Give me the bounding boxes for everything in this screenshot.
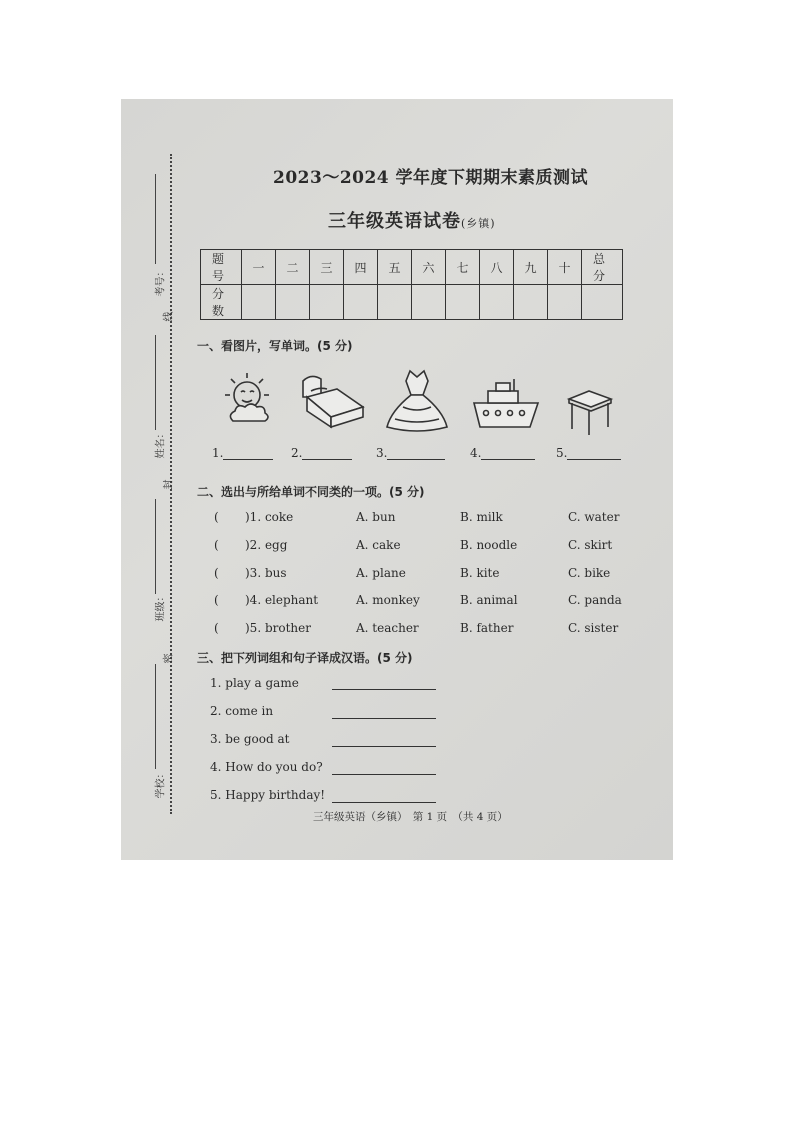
choice-option-c: C. panda <box>568 593 622 607</box>
score-input-cell[interactable] <box>378 285 412 320</box>
score-cell: 四 <box>344 250 378 285</box>
score-table <box>200 249 623 320</box>
score-row-label: 分 数 <box>201 285 242 320</box>
choice-option-c: C. bike <box>568 566 611 580</box>
subtitle-note: (乡镇) <box>461 217 496 230</box>
page-footer: 三年级英语（乡镇） 第 1 页 （共 4 页） <box>313 811 508 823</box>
score-cell: 五 <box>378 250 412 285</box>
choice-option-c: C. water <box>568 510 620 524</box>
translate-item-1: 1. play a game <box>210 676 299 690</box>
translate-item-5: 5. Happy birthday! <box>210 788 326 802</box>
answer-blank[interactable] <box>223 446 273 460</box>
score-cell: 一 <box>242 250 276 285</box>
section2-heading: 二、选出与所给单词不同类的一项。(5 分) <box>197 485 425 499</box>
table-icon <box>565 389 615 439</box>
score-input-cell[interactable] <box>242 285 276 320</box>
choice-paren[interactable]: ( <box>214 593 219 607</box>
binding-mark-secret: 密 <box>163 653 175 664</box>
score-cell: 总 分 <box>582 250 623 285</box>
section1-heading: 一、看图片，写单词。(5 分) <box>197 339 353 353</box>
score-cell: 十 <box>548 250 582 285</box>
score-cell: 二 <box>276 250 310 285</box>
score-cell: 七 <box>446 250 480 285</box>
class-underline <box>155 499 156 594</box>
score-cell: 九 <box>514 250 548 285</box>
score-cell: 六 <box>412 250 446 285</box>
scanned-exam-photo <box>121 99 673 860</box>
score-input-cell[interactable] <box>514 285 548 320</box>
choice-option-c: C. skirt <box>568 538 613 552</box>
choice-question: )1. coke <box>245 510 294 524</box>
choice-option-a: A. bun <box>356 510 396 524</box>
exam-title: 2023～2024 学年度下期期末素质测试 <box>273 168 589 188</box>
answer-number: 2. <box>291 446 303 460</box>
translate-answer-line[interactable] <box>332 733 436 747</box>
score-cell: 三 <box>310 250 344 285</box>
dress-icon <box>383 367 451 433</box>
exam-no-underline <box>155 174 156 264</box>
name-label: 姓名： <box>155 428 167 459</box>
answer-number: 4. <box>470 446 482 460</box>
score-input-cell[interactable] <box>276 285 310 320</box>
bed-icon <box>297 371 367 429</box>
choice-paren[interactable]: ( <box>214 566 219 580</box>
score-input-cell[interactable] <box>344 285 378 320</box>
name-underline <box>155 335 156 430</box>
binding-mark-line: 线 <box>163 311 175 322</box>
choice-option-a: A. cake <box>356 538 401 552</box>
choice-paren[interactable]: ( <box>214 538 219 552</box>
answer-blank[interactable] <box>481 446 535 460</box>
picture-answer-3 <box>376 446 445 460</box>
school-underline <box>155 664 156 769</box>
answer-number: 1. <box>212 446 224 460</box>
choice-option-b: B. noodle <box>460 538 518 552</box>
score-input-cell[interactable] <box>412 285 446 320</box>
choice-paren[interactable]: ( <box>214 621 219 635</box>
class-label: 班级： <box>155 591 167 622</box>
translate-item-2: 2. come in <box>210 704 274 718</box>
score-input-cell[interactable] <box>446 285 480 320</box>
score-input-cell[interactable] <box>548 285 582 320</box>
choice-option-b: B. animal <box>460 593 518 607</box>
score-table-score-row <box>201 285 623 320</box>
answer-blank[interactable] <box>567 446 621 460</box>
choice-question: )2. egg <box>245 538 288 552</box>
answer-blank[interactable] <box>387 446 445 460</box>
score-input-cell[interactable] <box>582 285 623 320</box>
picture-answer-4 <box>470 446 535 460</box>
choice-paren[interactable]: ( <box>214 510 219 524</box>
subtitle-text: 三年级英语试卷 <box>328 211 461 232</box>
picture-answer-1 <box>212 446 273 460</box>
binding-mark-seal: 封 <box>163 479 175 490</box>
sun-icon <box>219 369 281 429</box>
translate-item-3: 3. be good at <box>210 732 290 746</box>
exam-subtitle <box>328 207 496 233</box>
exam-no-label: 考号： <box>155 266 167 297</box>
choice-question: )5. brother <box>245 621 311 635</box>
ship-icon <box>470 377 542 433</box>
choice-option-b: B. milk <box>460 510 503 524</box>
choice-option-a: A. plane <box>356 566 406 580</box>
choice-option-b: B. kite <box>460 566 500 580</box>
score-table-header-row <box>201 250 623 285</box>
score-input-cell[interactable] <box>310 285 344 320</box>
score-cell: 题 号 <box>201 250 242 285</box>
choice-question: )4. elephant <box>245 593 319 607</box>
score-cell: 八 <box>480 250 514 285</box>
translate-item-4: 4. How do you do? <box>210 760 323 774</box>
translate-answer-line[interactable] <box>332 761 436 775</box>
translate-answer-line[interactable] <box>332 789 436 803</box>
picture-answer-5 <box>556 446 621 460</box>
school-label: 学校： <box>155 768 167 799</box>
picture-answer-2 <box>291 446 352 460</box>
choice-option-c: C. sister <box>568 621 619 635</box>
answer-number: 5. <box>556 446 568 460</box>
translate-answer-line[interactable] <box>332 676 436 690</box>
choice-option-b: B. father <box>460 621 514 635</box>
answer-blank[interactable] <box>302 446 352 460</box>
section3-heading: 三、把下列词组和句子译成汉语。(5 分) <box>197 651 413 665</box>
choice-option-a: A. monkey <box>356 593 420 607</box>
answer-number: 3. <box>376 446 388 460</box>
translate-answer-line[interactable] <box>332 705 436 719</box>
score-input-cell[interactable] <box>480 285 514 320</box>
choice-option-a: A. teacher <box>356 621 419 635</box>
choice-question: )3. bus <box>245 566 287 580</box>
